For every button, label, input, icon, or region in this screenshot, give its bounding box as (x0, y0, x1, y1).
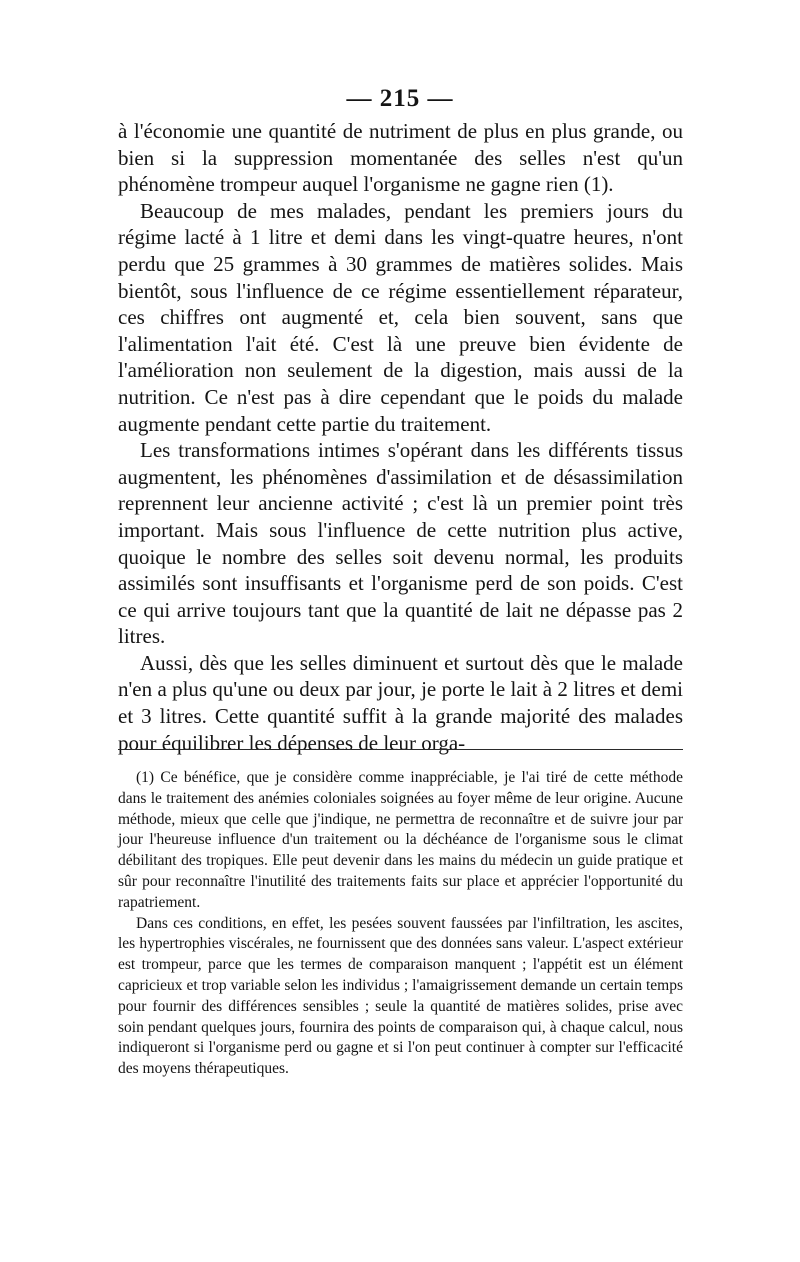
paragraph: Les transformations intimes s'opérant dans les différents tissus augmentent, les phénomènes d'assimilation et de désassimilation reprennent leur ancienne activité ; c'est là un premier point très important. Mais sous l'influence de cette nutrition plus active, quoique le nombre des selles soit devenu normal, les produits assimilés sont insuffisants et l'organisme perd de son poids. C'est ce qui arrive toujours tant que la quantité de lait ne dépasse pas 2 litres. (118, 438, 683, 649)
page-number: — 215 — (346, 85, 454, 112)
footnote: (1) Ce bénéfice, que je considère comme inappréciable, je l'ai tiré de cette méthode dans le traitement des anémies coloniales soignées au foyer même de leur origine. Aucune méthode, mieux que celle que j'indique, ne permettra de reconnaître et de suivre jour par jour l'heureuse influence d'un traitement ou la déchéance de l'organisme sous le climat débilitant des tropiques. Elle peut devenir dans les mains du médecin un guide pratique et sûr pour reconnaître l'inutilité des traitements faits sur place et apprécier l'opportunité du rapatriement. (118, 769, 683, 911)
footnote: Dans ces conditions, en effet, les pesées souvent faussées par l'infiltration, les ascites, les hypertrophies viscérales, ne fournissent que des données sans valeur. L'aspect extérieur est trompeur, parce que les termes de comparaison manquent ; l'appétit est un élément capricieux et trop variable selon les individus ; l'amaigrissement demande un certain temps pour fournir des différences sensibles ; seule la quantité de matières solides, prise avec soin pendant quelques jours, fournira des points de comparaison qui, à chaque calcul, nous indiqueront si l'organisme perd ou gagne et si l'on peut continuer à compter sur l'efficacité des moyens thérapeutiques. (118, 914, 683, 1078)
footnotes (118, 768, 683, 1080)
paragraph: Aussi, dès que les selles diminuent et surtout dès que le malade n'en a plus qu'une ou deux par jour, je porte le lait à 2 litres et demi et 3 litres. Cette quantité suffit à la grande majorité des malades pour équilibrer les dépenses de leur orga- (118, 650, 683, 755)
footnote-divider (118, 749, 683, 750)
main-text (118, 118, 683, 756)
paragraph: à l'économie une quantité de nutriment de plus en plus grande, ou bien si la suppression momentanée des selles n'est qu'un phénomène trompeur auquel l'organisme ne gagne rien (1). (118, 119, 683, 197)
paragraph: Beaucoup de mes malades, pendant les premiers jours du régime lacté à 1 litre et demi dans les vingt-quatre heures, n'ont perdu que 25 grammes à 30 grammes de matières solides. Mais bientôt, sous l'influence de ce régime essentiellement réparateur, ces chiffres ont augmenté et, cela bien souvent, sans que l'alimentation l'ait été. C'est là une preuve bien évidente de l'amélioration non seulement de la digestion, mais aussi de la nutrition. Ce n'est pas à dire cependant que le poids du malade augmente pendant cette partie du traitement. (118, 198, 683, 436)
